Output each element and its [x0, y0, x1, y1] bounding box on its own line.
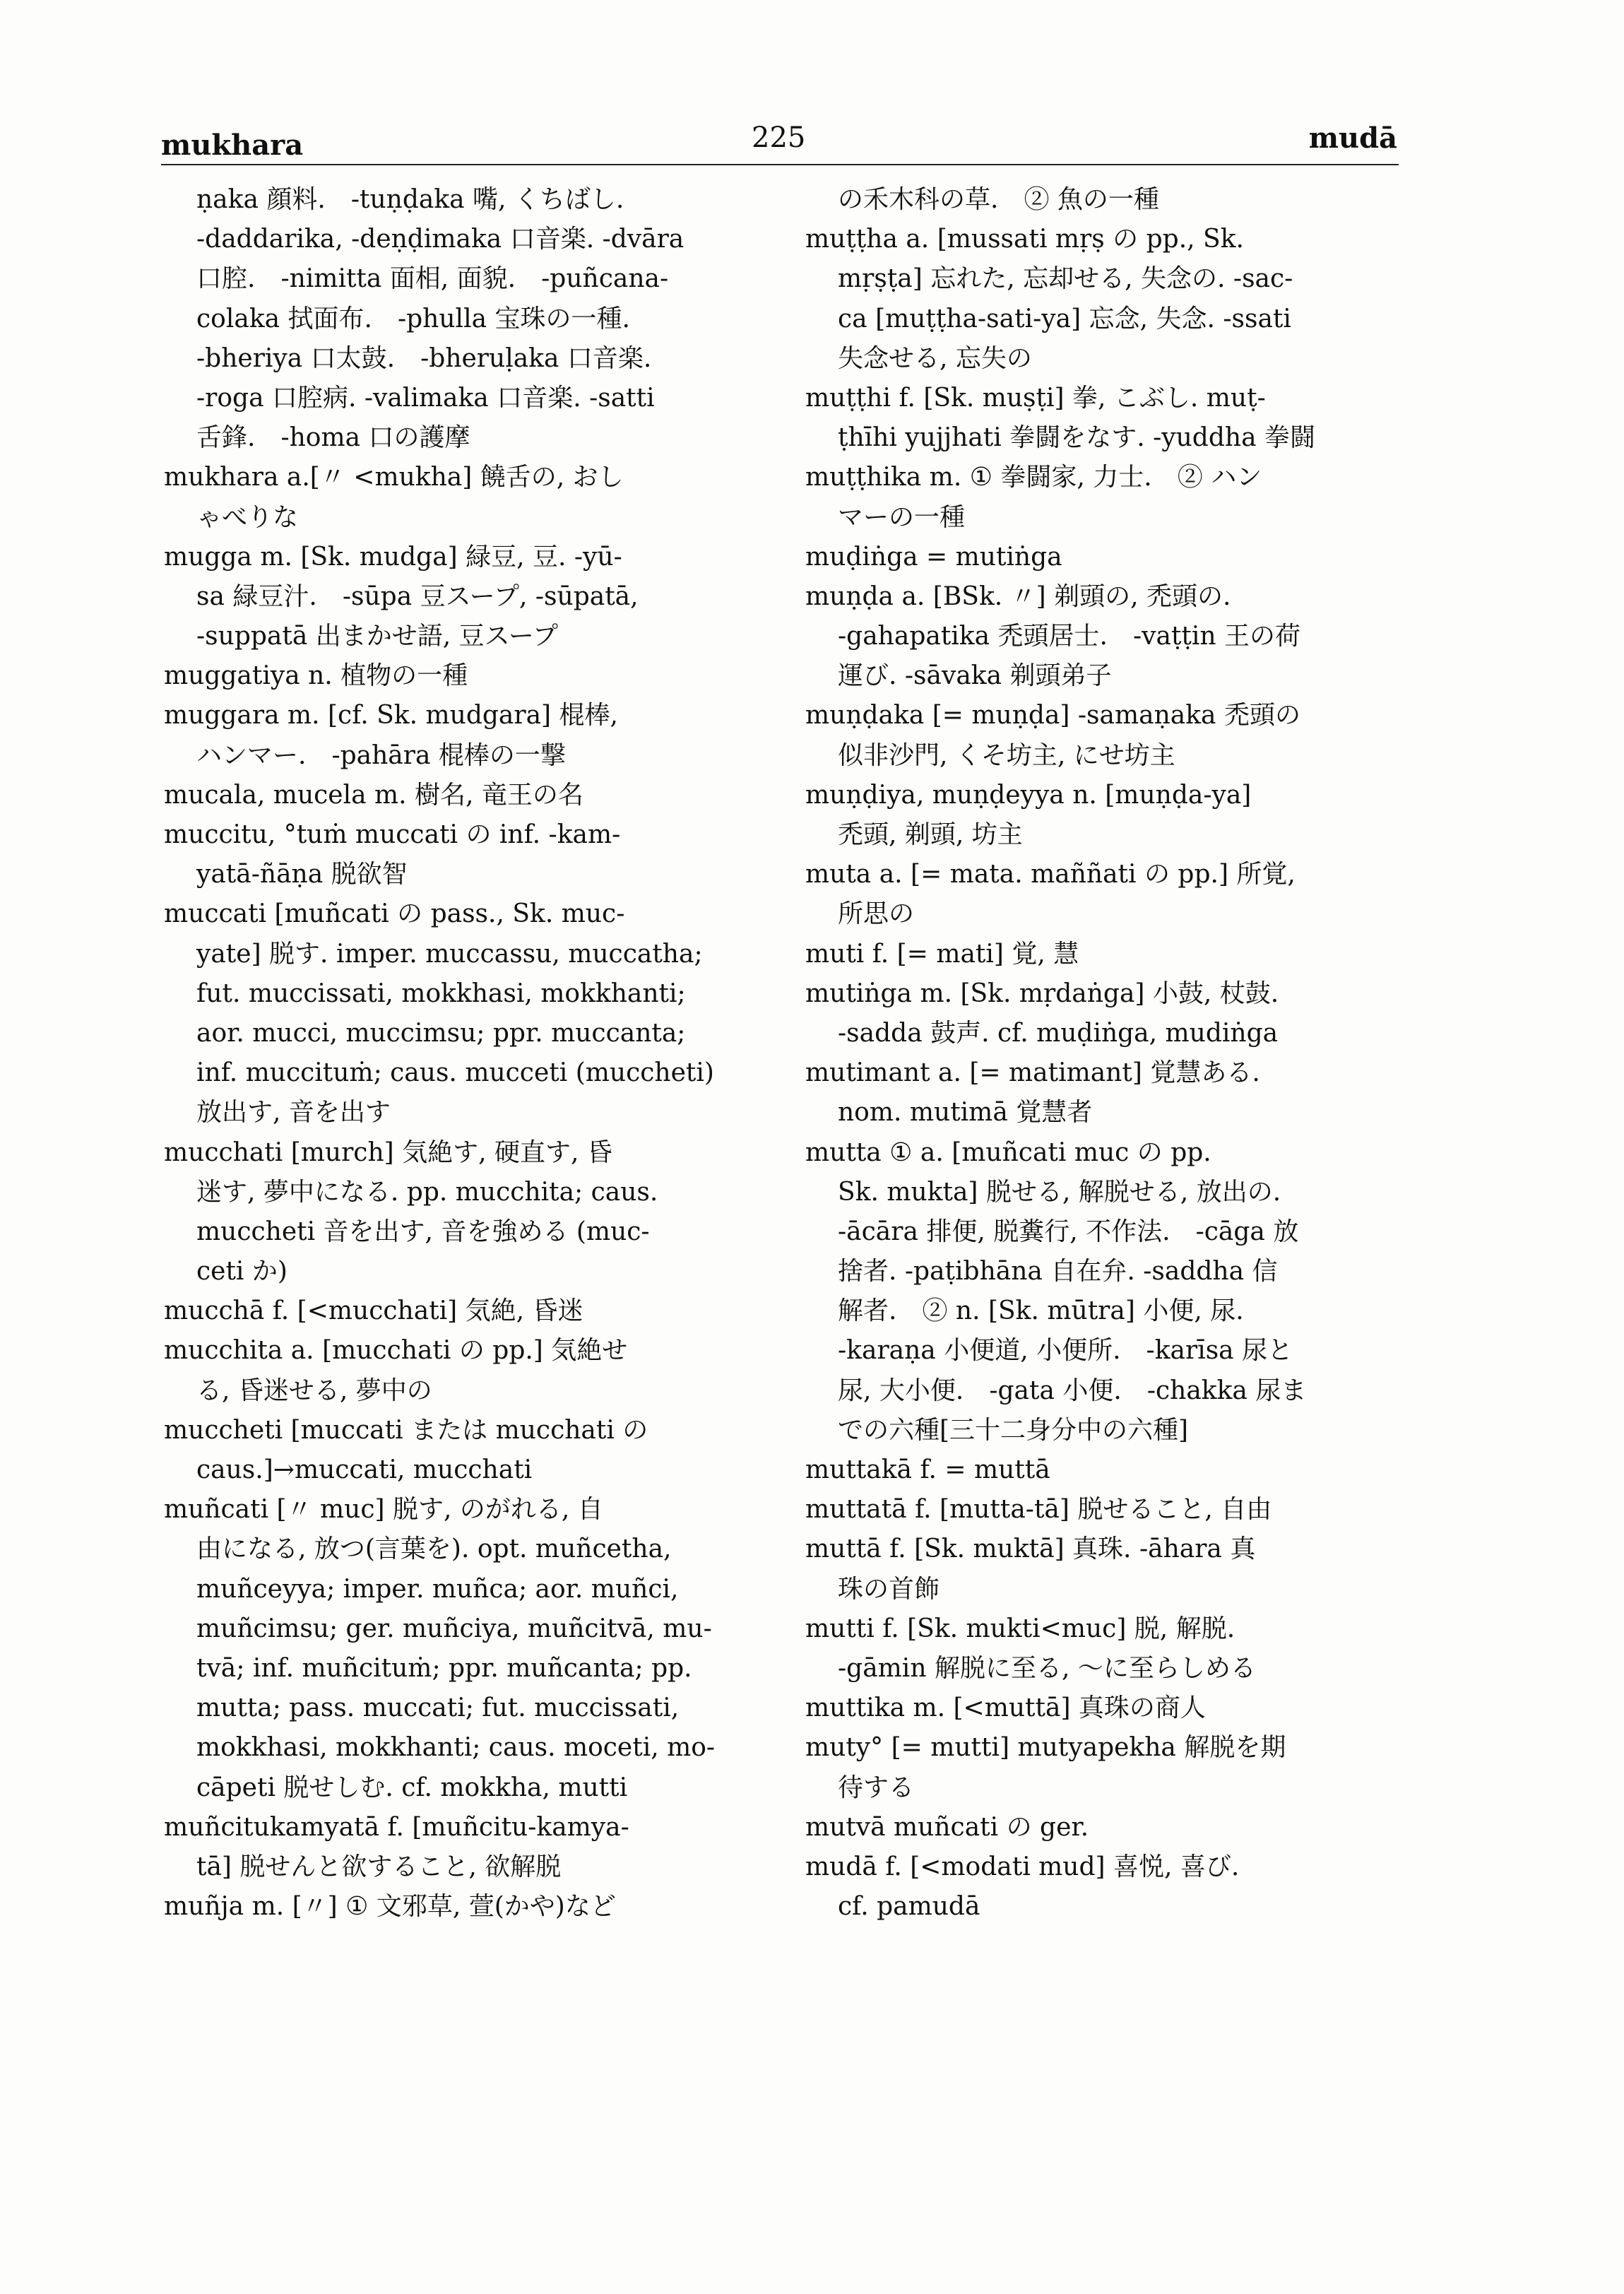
page-number: 225: [752, 122, 806, 154]
entry-line: 口腔. -nimitta 面相, 面貌. -puñcana-: [196, 264, 669, 294]
entry-line: -roga 口腔病. -valimaka 口音楽. -satti: [196, 383, 655, 413]
entry-line: -ācāra 排便, 脱糞行, 不作法. -cāga 放: [838, 1217, 1299, 1246]
entry-line: 珠の首飾: [838, 1574, 940, 1604]
entry-line: muta a. [= mata. maññati の pp.] 所覚,: [805, 860, 1296, 889]
entry-line: -daddarika, -deṇḍimaka 口音楽. -dvāra: [196, 225, 684, 254]
entry-line: 捨者. -paṭibhāna 自在弁. -saddha 信: [838, 1257, 1278, 1287]
entry-line: muty° [= mutti] mutyapekha 解脱を期: [805, 1733, 1286, 1763]
entry-line: cāpeti 脱せしむ. cf. mokkha, mutti: [196, 1773, 628, 1802]
entry-line: -gāmin 解脱に至る, ～に至らしめる: [838, 1653, 1256, 1683]
entry-line: mugga m. [Sk. mudga] 緑豆, 豆. -yū-: [164, 542, 622, 572]
entry-line: muñja m. [〃] ① 文邪草, 萱(かや)など: [164, 1892, 616, 1922]
entry-line: る, 昏迷せる, 夢中の: [196, 1376, 432, 1405]
entry-line: ṭhīhi yujjhati 拳闘をなす. -yuddha 拳闘: [838, 423, 1315, 453]
entry-line: muṭṭha a. [mussati mṛṣ の pp., Sk.: [805, 225, 1244, 254]
entry-line: mutvā muñcati の ger.: [805, 1812, 1089, 1842]
entry-line: fut. muccissati, mokkhasi, mokkhanti;: [196, 979, 686, 1008]
entry-line: ca [muṭṭha-sati-ya] 忘念, 失念. -ssati: [838, 304, 1291, 333]
entry-line: 放出す, 音を出す: [196, 1098, 391, 1128]
entry-line: 由になる, 放つ(言葉を). opt. muñcetha,: [196, 1535, 672, 1564]
entry-line: muttā f. [Sk. muktā] 真珠. -āhara 真: [805, 1535, 1256, 1564]
entry-line: mucala, mucela m. 樹名, 竜王の名: [164, 780, 583, 810]
entry-line: muggatiya n. 植物の一種: [164, 661, 468, 691]
entry-line: -gahapatika 禿頭居士. -vaṭṭin 王の荷: [838, 622, 1301, 651]
entry-line: muccheti [muccati または mucchati の: [164, 1415, 648, 1445]
entry-line: -karaṇa 小便道, 小便所. -karīsa 尿と: [838, 1336, 1293, 1366]
right-column: [805, 180, 1406, 1927]
entry-line: muti f. [= mati] 覚, 慧: [805, 939, 1079, 969]
header-rule: [161, 164, 1399, 165]
entry-line: ハンマー. -pahāra 棍棒の一撃: [196, 740, 566, 770]
entry-line: mudā f. [<modati mud] 喜悦, 喜び.: [805, 1852, 1240, 1881]
entry-line: 解者. ② n. [Sk. mūtra] 小便, 尿.: [838, 1296, 1244, 1326]
entry-line: muccitu, °tuṁ muccati の inf. -kam-: [164, 820, 621, 849]
entry-line: mucchita a. [mucchati の pp.] 気絶せ: [164, 1336, 628, 1366]
header-guide-word-right: mudā: [1308, 122, 1397, 155]
entry-line: tvā; inf. muñcituṁ; ppr. muñcanta; pp.: [196, 1653, 692, 1683]
entry-line: muccati [muñcati の pass., Sk. muc-: [164, 899, 625, 929]
entry-line: mutta; pass. muccati; fut. muccissati,: [196, 1693, 680, 1723]
entry-line: -sadda 鼓声. cf. muḍiṅga, mudiṅga: [838, 1018, 1279, 1048]
entry-line: での六種[三十二身分中の六種]: [838, 1415, 1189, 1445]
entry-line: muñceyya; imper. muñca; aor. muñci,: [196, 1574, 679, 1604]
entry-line: muṇḍaka [= muṇḍa] -samaṇaka 禿頭の: [805, 701, 1300, 731]
entry-line: 待する: [838, 1773, 915, 1802]
entry-line: 尿, 大小便. -gata 小便. -chakka 尿ま: [838, 1376, 1307, 1405]
entry-line: 舌鋒. -homa 口の護摩: [196, 423, 470, 453]
entry-line: yate] 脱す. imper. muccassu, muccatha;: [196, 939, 703, 969]
entry-line: 運び. -sāvaka 剃頭弟子: [838, 661, 1112, 691]
entry-line: colaka 拭面布. -phulla 宝珠の一種.: [196, 304, 630, 333]
entry-line: muttakā f. = muttā: [805, 1455, 1050, 1484]
entry-line: cf. pamudā: [838, 1892, 980, 1922]
entry-line: 迷す, 夢中になる. pp. mucchita; caus.: [196, 1177, 658, 1207]
entry-line: muṭṭhika m. ① 拳闘家, 力士. ② ハン: [805, 463, 1262, 492]
entry-line: muṭṭhi f. [Sk. muṣṭi] 拳, こぶし. muṭ-: [805, 383, 1266, 413]
entry-line: mukhara a.[〃 <mukha] 饒舌の, おし: [164, 463, 624, 492]
entry-line: muñcitukamyatā f. [muñcitu-kamya-: [164, 1812, 629, 1842]
entry-line: muggara m. [cf. Sk. mudgara] 棍棒,: [164, 701, 618, 731]
entry-line: muḍiṅga = mutiṅga: [805, 542, 1062, 572]
entry-line: muṇḍiya, muṇḍeyya n. [muṇḍa-ya]: [805, 780, 1252, 810]
entry-line: nom. mutimā 覚慧者: [838, 1098, 1093, 1128]
entry-line: muṇḍa a. [BSk. 〃] 剃頭の, 禿頭の.: [805, 581, 1231, 611]
entry-line: の禾木科の草. ② 魚の一種: [838, 185, 1159, 214]
entry-line: mutti f. [Sk. mukti<muc] 脱, 解脱.: [805, 1614, 1235, 1643]
entry-line: Sk. mukta] 脱せる, 解脱せる, 放出の.: [838, 1177, 1281, 1207]
entry-line: 禿頭, 剃頭, 坊主: [838, 820, 1023, 849]
header-guide-word-left: mukhara: [161, 129, 304, 162]
entry-line: -bheriya 口太鼓. -bheruḷaka 口音楽.: [196, 343, 652, 373]
entry-line: ṇaka 顔料. -tuṇḍaka 嘴, くちばし.: [196, 185, 624, 214]
entry-line: aor. mucci, muccimsu; ppr. muccanta;: [196, 1018, 686, 1048]
entry-line: mutiṅga m. [Sk. mṛdaṅga] 小鼓, 杖鼓.: [805, 979, 1279, 1008]
entry-line: muccheti 音を出す, 音を強める (muc-: [196, 1217, 650, 1246]
entry-line: -suppatā 出まかせ語, 豆スープ: [196, 622, 559, 651]
entry-line: muñcimsu; ger. muñciya, muñcitvā, mu-: [196, 1614, 712, 1643]
entry-line: tā] 脱せんと欲すること, 欲解脱: [196, 1852, 562, 1881]
entry-line: mucchati [murch] 気絶す, 硬直す, 昏: [164, 1137, 612, 1167]
entry-line: mutimant a. [= matimant] 覚慧ある.: [805, 1058, 1260, 1088]
entry-line: 失念せる, 忘失の: [838, 343, 1032, 373]
entry-line: ceti か): [196, 1257, 288, 1287]
entry-line: mutta ① a. [muñcati muc の pp.: [805, 1137, 1211, 1167]
entry-line: inf. muccituṁ; caus. mucceti (muccheti): [196, 1058, 714, 1088]
entry-line: 所思の: [838, 899, 915, 929]
entry-line: 似非沙門, くそ坊主, にせ坊主: [838, 740, 1175, 770]
entry-line: yatā-ñāṇa 脱欲智: [196, 860, 408, 889]
entry-line: マーの一種: [838, 502, 966, 532]
entry-line: muttatā f. [mutta-tā] 脱せること, 自由: [805, 1495, 1272, 1525]
entry-line: ゃべりな: [196, 502, 299, 532]
left-column: [164, 180, 764, 1927]
entry-line: mokkhasi, mokkhanti; caus. moceti, mo-: [196, 1733, 716, 1763]
entry-line: mucchā f. [<mucchati] 気絶, 昏迷: [164, 1296, 583, 1326]
entry-line: muñcati [〃 muc] 脱す, のがれる, 自: [164, 1495, 603, 1525]
page-header: [161, 122, 1397, 164]
entry-line: sa 緑豆汁. -sūpa 豆スープ, -sūpatā,: [196, 581, 639, 611]
entry-line: mṛṣṭa] 忘れた, 忘却せる, 失念の. -sac-: [838, 264, 1293, 294]
entry-line: muttika m. [<muttā] 真珠の商人: [805, 1693, 1206, 1723]
entry-line: caus.]→muccati, mucchati: [196, 1455, 533, 1484]
